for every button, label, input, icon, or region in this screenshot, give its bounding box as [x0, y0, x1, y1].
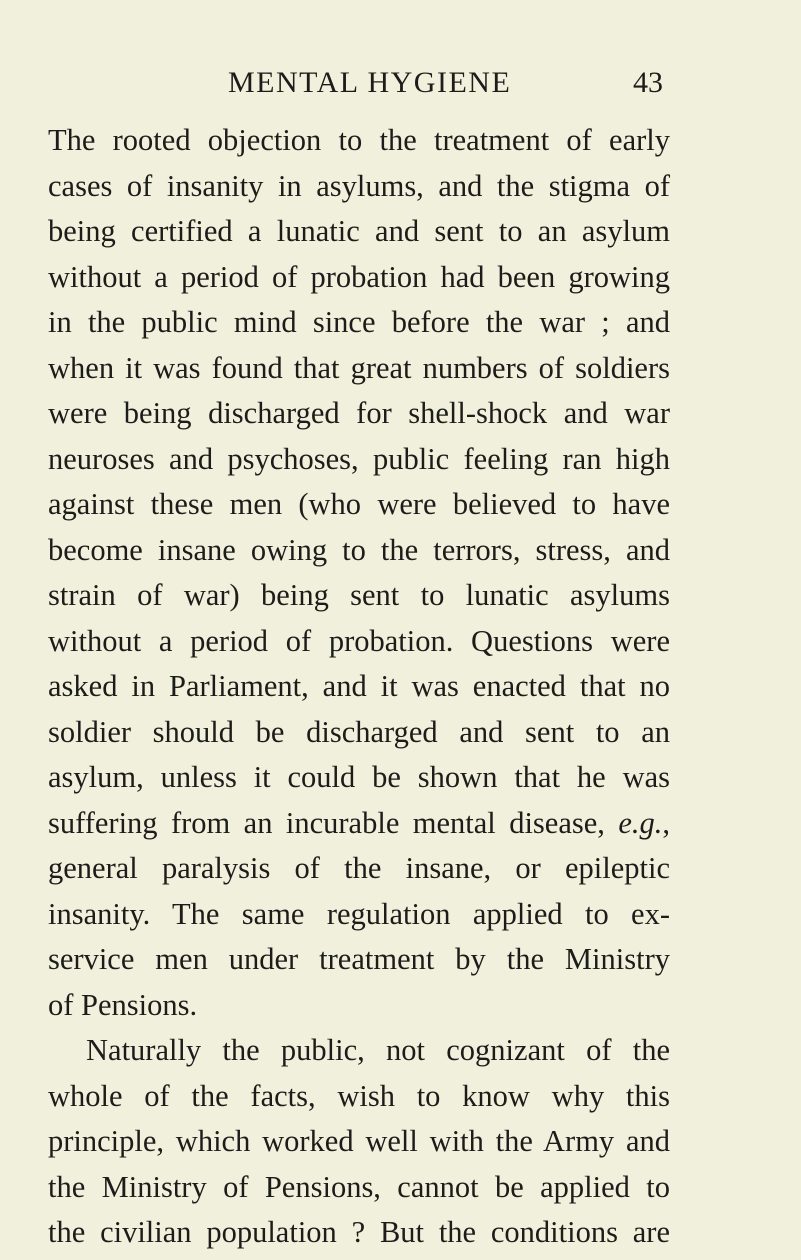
text-line: without a period of probation had been growing [48, 259, 670, 294]
text-line: general paralysis of the insane, or epileptic [48, 851, 670, 885]
text-line: the Ministry of Pensions, cannot be applied to [48, 1169, 670, 1204]
text-line-with-abbreviation [48, 801, 670, 847]
text-line: being certified a lunatic and sent to an asylum [48, 214, 670, 248]
text-line: become insane owing to the terrors, stress, and [48, 532, 670, 567]
text-line: the civilian population ? But the conditions are [48, 1215, 670, 1249]
text-line: The rooted objection to the treatment of early [48, 123, 670, 157]
text-line: in the public mind since before the war ; and [48, 305, 670, 339]
text-line: insanity. The same regulation applied to ex- [48, 896, 670, 931]
text-segment: suffering from an incurable mental disease, [48, 805, 605, 840]
running-title: MENTAL HYGIENE [228, 66, 512, 99]
text-line: asylum, unless it could be shown that he was [48, 760, 670, 794]
body-text [48, 118, 670, 1256]
text-line: soldier should be discharged and sent to an [48, 714, 670, 749]
paragraph-first-line: Naturally the public, not cognizant of the [86, 1033, 670, 1067]
text-line: service men under treatment by the Ministry [48, 942, 670, 976]
text-line: neuroses and psychoses, public feeling ran high [48, 441, 670, 476]
text-line: against these men (who were believed to have [48, 487, 670, 521]
italic-abbreviation: e.g. [618, 805, 663, 840]
text-line: when it was found that great numbers of soldiers [48, 350, 670, 385]
text-line: strain of war) being sent to lunatic asylums [48, 578, 670, 612]
text-line: principle, which worked well with the Army and [48, 1124, 670, 1158]
text-line: asked in Parliament, and it was enacted that no [48, 669, 670, 703]
text-line: cases of insanity in asylums, and the stigma of [48, 168, 670, 203]
text-segment: , [662, 805, 670, 840]
running-head [0, 63, 801, 103]
text-line: without a period of probation. Questions were [48, 623, 670, 658]
page-number: 43 [633, 66, 663, 99]
text-line: were being discharged for shell-shock and war [48, 396, 670, 430]
text-line: whole of the facts, wish to know why this [48, 1078, 670, 1113]
paragraph-end-line: of Pensions. [48, 987, 198, 1022]
